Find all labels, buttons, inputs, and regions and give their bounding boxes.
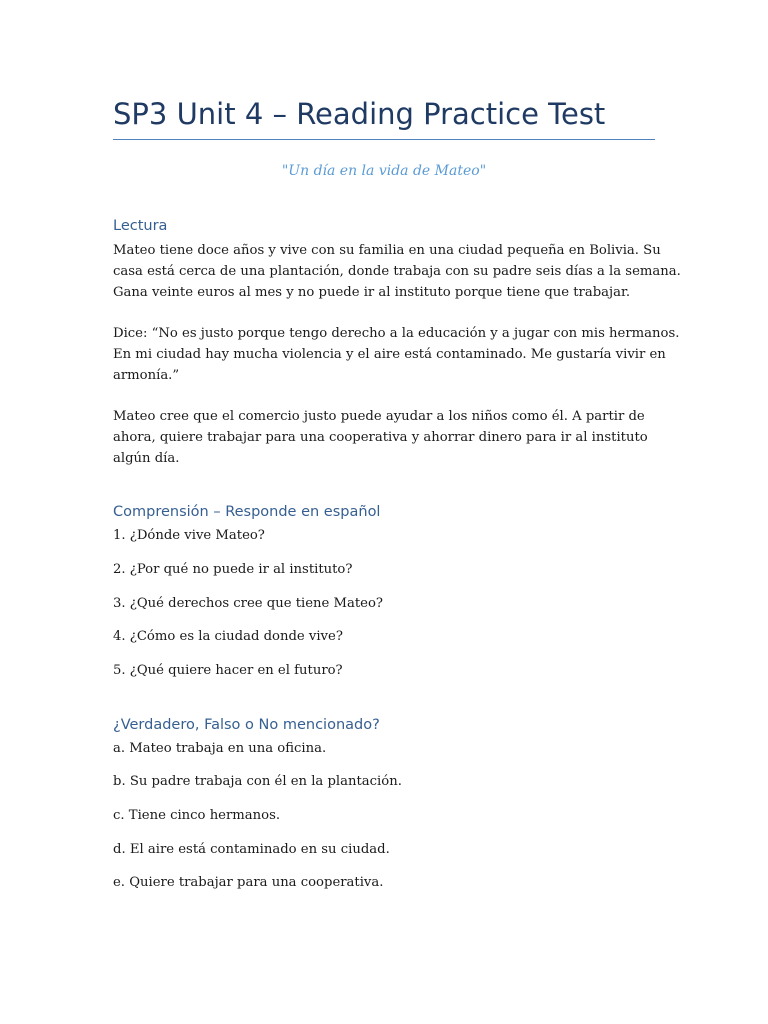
reading-heading: Lectura — [113, 218, 168, 234]
paragraph-line: Mateo cree que el comercio justo puede ayudar a los niños como él. A partir de — [113, 409, 645, 424]
comprehension-question-5: 5. ¿Qué quiere hacer en el futuro? — [113, 663, 343, 678]
comprehension-question-3: 3. ¿Qué derechos cree que tiene Mateo? — [113, 596, 383, 611]
true-false-statement-d: d. El aire está contaminado en su ciudad. — [113, 842, 390, 857]
true-false-heading: ¿Verdadero, Falso o No mencionado? — [113, 717, 380, 733]
true-false-statement-e: e. Quiere trabajar para una cooperativa. — [113, 875, 384, 890]
true-false-statement-b: b. Su padre trabaja con él en la plantación. — [113, 774, 402, 789]
title-underline — [113, 139, 655, 140]
paragraph-line: algún día. — [113, 451, 180, 466]
comprehension-question-2: 2. ¿Por qué no puede ir al instituto? — [113, 562, 353, 577]
true-false-statement-c: c. Tiene cinco hermanos. — [113, 808, 281, 823]
paragraph-line: Mateo tiene doce años y vive con su familia en una ciudad pequeña en Bolivia. Su — [113, 243, 661, 258]
paragraph-line: Dice: “No es justo porque tengo derecho a la educación y a jugar con mis hermanos. — [113, 326, 680, 341]
true-false-statement-a: a. Mateo trabaja en una oficina. — [113, 741, 327, 756]
document-title: SP3 Unit 4 – Reading Practice Test — [113, 97, 606, 131]
paragraph-line: ahora, quiere trabajar para una cooperativa y ahorrar dinero para ir al instituto — [113, 430, 648, 445]
reading-paragraph-1 — [113, 240, 681, 303]
paragraph-line: casa está cerca de una plantación, donde trabaja con su padre seis días a la semana. — [113, 264, 681, 279]
comprehension-question-1: 1. ¿Dónde vive Mateo? — [113, 528, 265, 543]
paragraph-line: En mi ciudad hay mucha violencia y el aire está contaminado. Me gustaría vivir en — [113, 347, 666, 362]
reading-paragraph-3 — [113, 406, 655, 469]
paragraph-line: armonía.” — [113, 368, 180, 383]
comprehension-question-4: 4. ¿Cómo es la ciudad donde vive? — [113, 629, 343, 644]
comprehension-heading: Comprensión – Responde en español — [113, 504, 381, 520]
reading-paragraph-2 — [113, 323, 680, 386]
paragraph-line: Gana veinte euros al mes y no puede ir al instituto porque tiene que trabajar. — [113, 285, 631, 300]
document-subtitle: "Un día en la vida de Mateo" — [281, 163, 487, 179]
